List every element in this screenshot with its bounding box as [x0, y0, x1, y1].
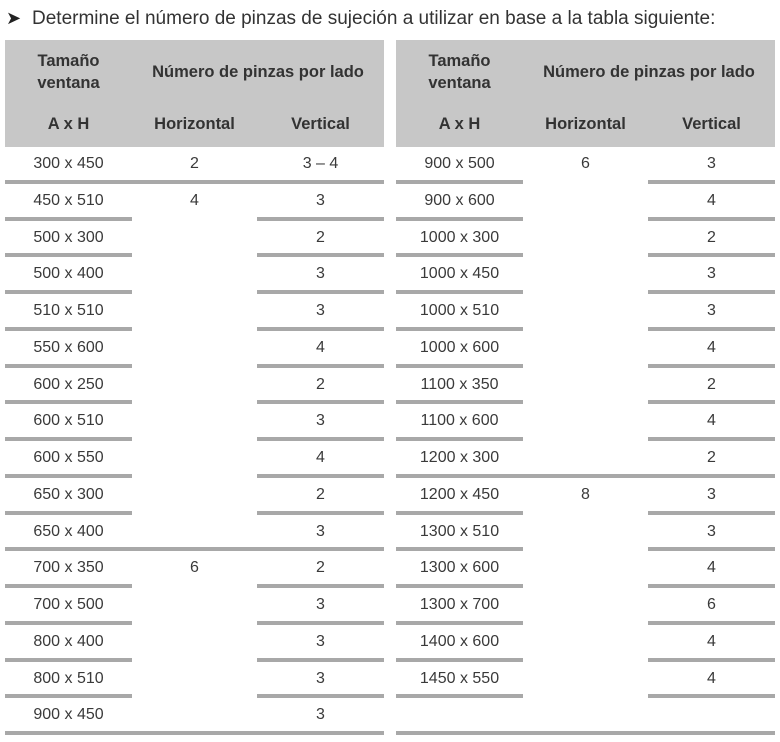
- horizontal-cell: [523, 404, 648, 437]
- header-horizontal: Horizontal: [154, 115, 235, 133]
- table-body: [5, 147, 384, 735]
- table-row: [396, 221, 775, 258]
- table-row: [396, 698, 775, 735]
- size-cell: 600 x 510: [33, 412, 104, 430]
- table-row: [5, 221, 384, 258]
- table-row: [5, 698, 384, 735]
- table-row: [396, 441, 775, 478]
- vertical-cell: 2: [316, 559, 325, 577]
- size-cell: 900 x 450: [33, 706, 104, 724]
- vertical-cell: 3: [316, 669, 325, 687]
- size-cell: 500 x 400: [33, 265, 104, 283]
- table-body: [396, 147, 775, 735]
- table-row: [396, 368, 775, 405]
- table-row: [396, 147, 775, 184]
- horizontal-cell: [523, 294, 648, 327]
- intro-line: [6, 6, 715, 30]
- table-row: [5, 257, 384, 294]
- size-cell: [396, 698, 523, 731]
- horizontal-cell: 2: [190, 155, 199, 172]
- horizontal-cell: [523, 698, 648, 731]
- vertical-cell: 4: [707, 559, 716, 577]
- horizontal-cell: 6: [581, 155, 590, 172]
- table-row: [5, 441, 384, 478]
- size-cell: 510 x 510: [33, 302, 104, 319]
- header-clips-per-side: Número de pinzas por lado: [152, 63, 364, 81]
- arrowhead-right-icon: ➤: [6, 8, 22, 28]
- horizontal-cell: [523, 257, 648, 290]
- horizontal-cell: [132, 294, 257, 327]
- horizontal-cell: [132, 515, 257, 548]
- size-cell: 1000 x 450: [419, 265, 500, 283]
- header-clips-per-side: Número de pinzas por lado: [543, 63, 755, 81]
- vertical-cell: 2: [707, 449, 716, 466]
- vertical-cell: 2: [316, 485, 325, 503]
- size-cell: 1300 x 700: [419, 596, 500, 613]
- vertical-cell: 3: [316, 302, 325, 319]
- size-cell: 300 x 450: [33, 155, 104, 172]
- table-row: [396, 551, 775, 588]
- table-row: [5, 294, 384, 331]
- size-cell: 650 x 400: [33, 522, 104, 540]
- table-row: [5, 404, 384, 441]
- size-cell: 1400 x 600: [419, 632, 500, 650]
- vertical-cell: 3: [707, 155, 716, 172]
- size-cell: 1200 x 300: [419, 449, 500, 466]
- size-cell: 900 x 600: [424, 191, 495, 209]
- size-cell: 1000 x 510: [419, 302, 500, 319]
- horizontal-cell: [132, 662, 257, 695]
- vertical-cell: 2: [707, 228, 716, 246]
- horizontal-cell: 4: [190, 191, 199, 209]
- vertical-cell: 3: [707, 522, 716, 540]
- size-cell: 650 x 300: [33, 485, 104, 503]
- table-row: [396, 331, 775, 368]
- horizontal-cell: [523, 515, 648, 548]
- table-row: [5, 147, 384, 184]
- horizontal-cell: [132, 698, 257, 731]
- table-row: [5, 551, 384, 588]
- vertical-cell: 2: [707, 375, 716, 393]
- clip-count-table-right: [396, 40, 775, 735]
- size-cell: 900 x 500: [424, 155, 495, 172]
- table-row: [5, 184, 384, 221]
- size-cell: 800 x 400: [33, 632, 104, 650]
- horizontal-cell: 6: [190, 559, 199, 577]
- size-cell: 700 x 500: [33, 596, 104, 613]
- table-row: [5, 625, 384, 662]
- size-rule: [396, 731, 523, 735]
- header-window-size: Tamaño ventana: [428, 52, 491, 92]
- horizontal-cell: [523, 441, 648, 474]
- horizontal-cell: [132, 221, 257, 254]
- vertical-cell: 6: [707, 596, 716, 613]
- vertical-rule: [257, 731, 384, 735]
- header-window-size: Tamaño ventana: [37, 52, 100, 92]
- table-row: [5, 331, 384, 368]
- horizontal-cell: [523, 331, 648, 364]
- table-row: [5, 515, 384, 552]
- size-cell: 1300 x 510: [419, 522, 500, 540]
- table-header: [396, 40, 775, 147]
- vertical-cell: 4: [316, 449, 325, 466]
- size-cell: 600 x 250: [33, 375, 104, 393]
- horizontal-cell: [132, 478, 257, 511]
- vertical-cell: 4: [707, 632, 716, 650]
- horizontal-cell: [523, 368, 648, 401]
- table-row: [396, 478, 775, 515]
- header-vertical: Vertical: [291, 115, 350, 133]
- horizontal-cell: [523, 588, 648, 621]
- horizontal-cell: [523, 662, 648, 695]
- size-cell: 700 x 350: [33, 559, 104, 577]
- horizontal-cell: [523, 221, 648, 254]
- vertical-cell: 3: [707, 265, 716, 283]
- horizontal-rule: [523, 731, 648, 735]
- table-row: [396, 294, 775, 331]
- size-cell: 800 x 510: [33, 669, 104, 687]
- intro-text: Determine el número de pinzas de sujeción a utilizar en base a la tabla siguiente:: [32, 8, 716, 29]
- vertical-cell: 4: [707, 338, 716, 356]
- vertical-cell: 3: [316, 522, 325, 540]
- horizontal-cell: [132, 331, 257, 364]
- horizontal-cell: [523, 625, 648, 658]
- vertical-cell: 2: [316, 375, 325, 393]
- table-row: [5, 662, 384, 699]
- horizontal-cell: [132, 368, 257, 401]
- size-cell: 550 x 600: [33, 338, 104, 356]
- table-row: [396, 404, 775, 441]
- size-cell: 500 x 300: [33, 228, 104, 246]
- vertical-cell: 3: [707, 302, 716, 319]
- horizontal-cell: [132, 441, 257, 474]
- size-cell: 1450 x 550: [419, 669, 500, 687]
- vertical-cell: 2: [316, 228, 325, 246]
- vertical-cell: 4: [707, 669, 716, 687]
- size-cell: 450 x 510: [33, 191, 104, 209]
- vertical-rule: [648, 731, 775, 735]
- vertical-cell: 3: [316, 596, 325, 613]
- vertical-cell: 3: [316, 706, 325, 724]
- vertical-cell: 4: [316, 338, 325, 356]
- horizontal-cell: [523, 184, 648, 217]
- size-rule: [5, 731, 132, 735]
- horizontal-cell: [132, 404, 257, 437]
- header-dimensions: A x H: [438, 115, 481, 133]
- vertical-cell: 4: [707, 191, 716, 209]
- size-cell: 1300 x 600: [419, 559, 500, 577]
- size-cell: 1100 x 600: [420, 412, 499, 430]
- table-row: [396, 184, 775, 221]
- vertical-cell: 3: [316, 632, 325, 650]
- table-row: [5, 588, 384, 625]
- table-row: [396, 625, 775, 662]
- table-row: [396, 257, 775, 294]
- horizontal-cell: [523, 551, 648, 584]
- vertical-cell: 3: [316, 191, 325, 209]
- vertical-cell: 3: [316, 265, 325, 283]
- vertical-cell: 3: [707, 485, 716, 503]
- size-cell: 1000 x 600: [419, 338, 500, 356]
- table-header: [5, 40, 384, 147]
- size-cell: 600 x 550: [33, 449, 104, 466]
- horizontal-cell: [132, 257, 257, 290]
- horizontal-cell: [132, 588, 257, 621]
- table-row: [5, 368, 384, 405]
- table-row: [396, 515, 775, 552]
- clip-count-table-left: [5, 40, 384, 735]
- vertical-cell: 3: [316, 412, 325, 430]
- header-horizontal: Horizontal: [545, 115, 626, 133]
- horizontal-rule: [132, 731, 257, 735]
- table-row: [396, 588, 775, 625]
- size-cell: 1000 x 300: [419, 228, 500, 246]
- size-cell: 1200 x 450: [419, 485, 500, 503]
- header-dimensions: A x H: [47, 115, 90, 133]
- vertical-cell: [648, 698, 775, 731]
- horizontal-cell: [132, 625, 257, 658]
- header-vertical: Vertical: [682, 115, 741, 133]
- vertical-cell: 4: [707, 412, 716, 430]
- horizontal-cell: 8: [581, 485, 590, 503]
- table-row: [396, 662, 775, 699]
- table-row: [5, 478, 384, 515]
- vertical-cell: 3 – 4: [302, 155, 339, 172]
- size-cell: 1100 x 350: [420, 375, 499, 393]
